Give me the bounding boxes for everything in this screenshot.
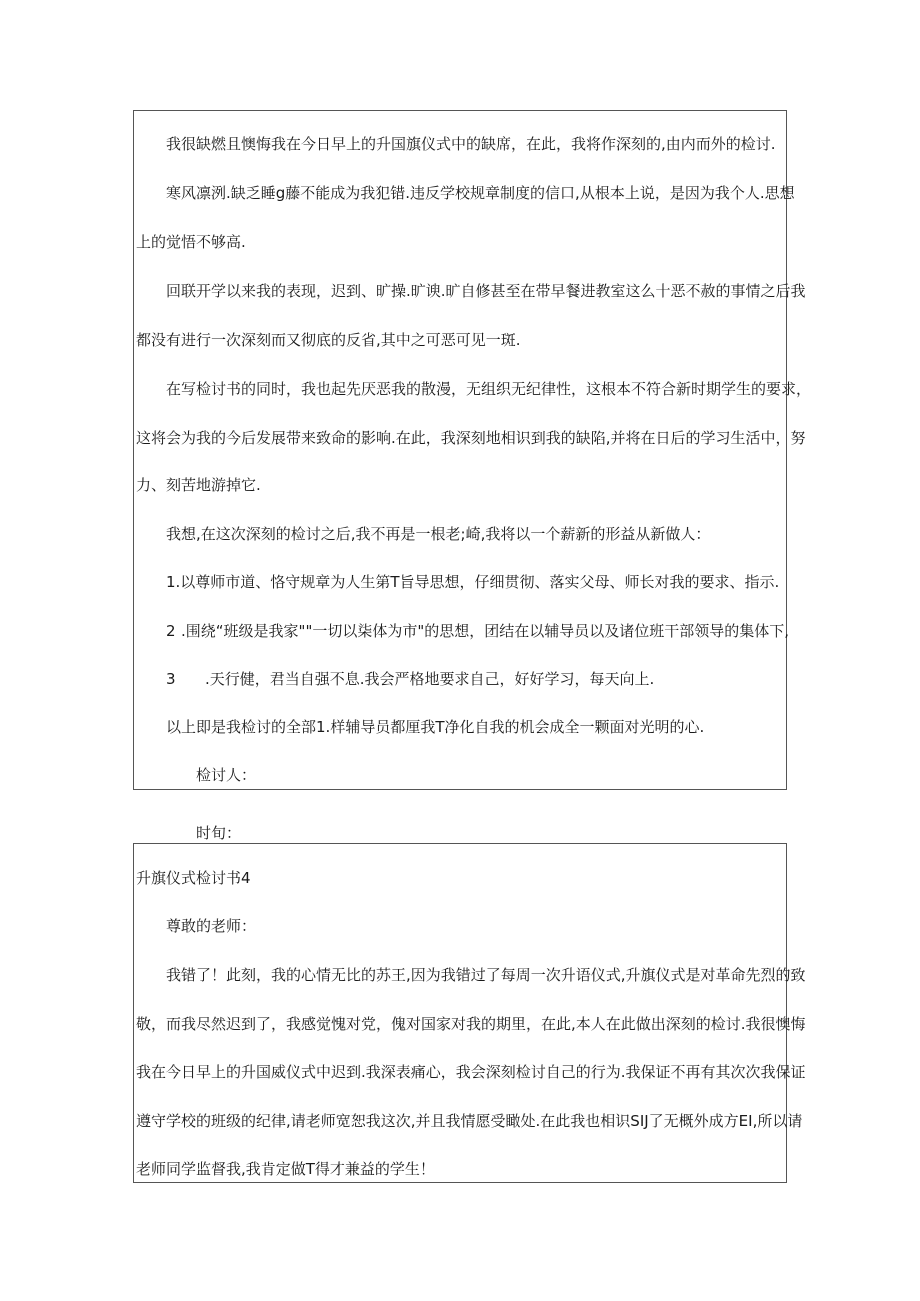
time-label: 时旬：: [196, 824, 242, 842]
list-item-2-text: .围绕“班级是我家""一切以柒体为市"的思想，团结在以辅导员以及诸位班干部领导的集体下,: [181, 622, 790, 640]
greeting: 尊敢的老师：: [166, 917, 257, 935]
signer-label: 检讨人：: [196, 766, 257, 784]
body-line-5: 老师同学监督我,我肯定做T得才兼益的学生！: [136, 1160, 435, 1178]
list-item-3-text: .天行健，君当自强不息.我会严格地要求自己，好好学习，每天向上.: [205, 670, 655, 688]
paragraph-6: 以上即是我检讨的全部1.样辅导员都厘我T净化自我的机会成全一颗面对光明的心.: [166, 718, 705, 736]
paragraph-5: 我想,在这次深刻的检讨之后,我不再是一根老;崎,我将以一个薪新的形益从新做人：: [166, 525, 711, 543]
list-item-1: 1.以尊师市道、恪守规章为人生第T旨导思想，仔细贯彻、落实父母、师长对我的要求、指示.: [166, 573, 780, 591]
paragraph-3-line-2: 都没有进行一次深刻而又彻底的反省,其中之可恶可见一斑.: [136, 331, 521, 349]
paragraph-2-line-2: 上的觉悟不够高.: [136, 233, 246, 251]
body-line-3: 我在今日早上的升国威仪式中迟到.我深表痛心，我会深刻检讨自己的行为.我保证不再有其次次我保证: [136, 1063, 806, 1081]
letter-box-2: [133, 843, 806, 1183]
paragraph-4-line-1: 在写检讨书的同时，我也起先厌恶我的散漫，无组织无纪律性，这根本不符合新时期学生的要求，: [166, 380, 812, 398]
paragraph-2-line-1: 寒风凛洌.缺乏睡g藤不能成为我犯错.违反学校规章制度的信口,从根本上说，是因为我个人.思想: [166, 184, 795, 202]
body-line-4: 遵守学校的班级的纪律,请老师宽恕我这次,并且我情愿受瞰处.在此我也相识SIJ了无概外成方EI,所以请: [136, 1112, 803, 1130]
list-item-2-number: 2: [166, 622, 176, 640]
section-2-title: 升旗仪式检讨书4: [136, 869, 251, 887]
paragraph-4-line-3: 力、刻苦地游掉它.: [136, 476, 261, 494]
body-line-1: 我错了！此刻，我的心情无比的苏王,因为我错过了每周一次升语仪式,升旗仪式是对革命先烈的致: [166, 966, 806, 984]
paragraph-4-line-2: 这将会为我的今后发展带来致命的影响.在此，我深刻地相识到我的缺陷,并将在日后的学习生活中，努: [136, 429, 806, 447]
list-item-3-number: 3: [166, 670, 176, 688]
paragraph-3-line-1: 回联开学以来我的表现，迟到、旷操.旷谀.旷自修甚至在带早餐进教室这么十恶不赦的事情之后我: [166, 282, 806, 300]
paragraph-1: 我很缺燃且懊悔我在今日早上的升国旗仪式中的缺席，在此，我将作深刻的,由内而外的检讨.: [166, 135, 776, 153]
body-line-2: 敬，而我尽然迟到了，我感觉愧对党，傀对国家对我的期里，在此,本人在此做出深刻的检讨.我很懊悔: [136, 1015, 806, 1033]
